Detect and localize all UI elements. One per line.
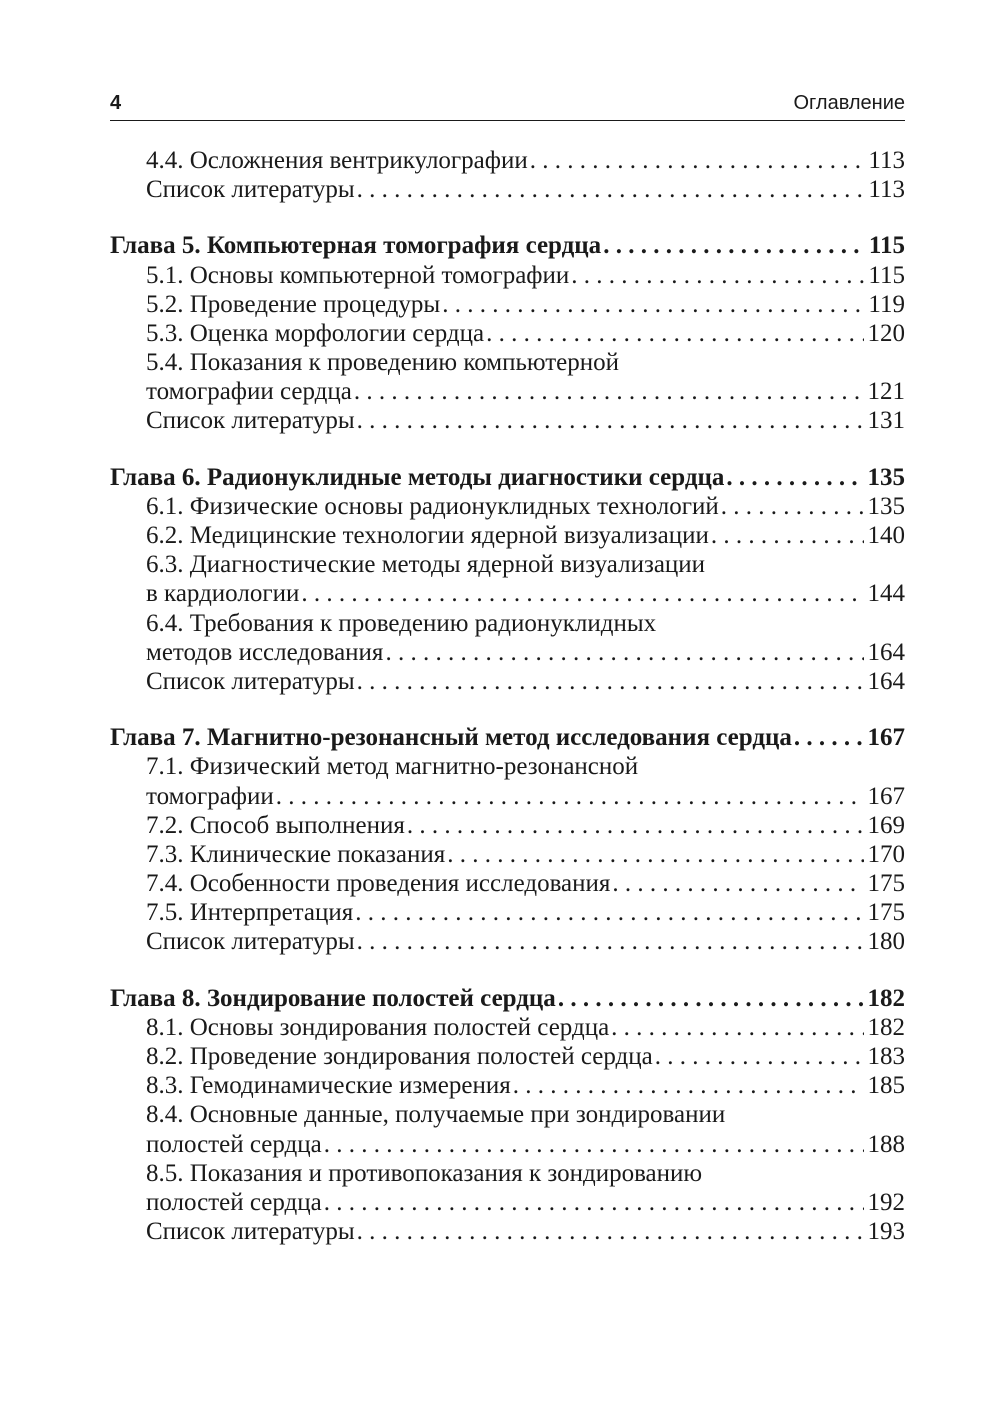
toc-entry-line[interactable]: 7.1. Физический метод магнитно-резонансной: [146, 753, 639, 781]
toc-entry[interactable]: полостей сердца . . . 188: [110, 1130, 905, 1159]
toc-entry[interactable]: томографии сердца . . . 121: [110, 377, 905, 406]
toc-entry[interactable]: 8.3. Гемодинамические измерения . . . 185: [110, 1071, 905, 1100]
toc-entry-line[interactable]: 5.4. Показания к проведению компьютерной: [146, 349, 619, 377]
toc-entry[interactable]: 5.2. Проведение процедуры . . . 119: [110, 290, 905, 319]
toc-entry[interactable]: 6.2. Медицинские технологии ядерной визуализации . . . 140: [110, 521, 905, 550]
toc-entry[interactable]: 7.3. Клинические показания . . . 170: [110, 840, 905, 869]
toc-chapter-6[interactable]: Глава 6. Радионуклидные методы диагностики сердца . . . 135: [110, 463, 905, 492]
toc-entry[interactable]: Список литературы . . . 193: [110, 1217, 905, 1246]
section-title: Оглавление: [793, 92, 905, 114]
toc-entry[interactable]: 5.3. Оценка морфологии сердца . . . 120: [110, 319, 905, 348]
toc-chapter-5[interactable]: Глава 5. Компьютерная томография сердца . . . 115: [110, 231, 905, 260]
toc-entry[interactable]: 4.4. Осложнения вентрикулографии . . . 113: [110, 146, 905, 175]
running-head: [110, 90, 905, 121]
toc-entry[interactable]: 6.1. Физические основы радионуклидных технологий . . . 135: [110, 492, 905, 521]
toc-entry[interactable]: Список литературы . . . 131: [110, 407, 905, 436]
toc-entry[interactable]: Список литературы . . . 180: [110, 928, 905, 957]
toc-entry-line[interactable]: 6.3. Диагностические методы ядерной визуализации: [146, 551, 706, 579]
toc-entry-line[interactable]: 6.4. Требования к проведению радионуклидных: [146, 609, 657, 637]
toc-entry[interactable]: Список литературы . . . 113: [110, 175, 905, 204]
toc-entry-line[interactable]: 8.5. Показания и противопоказания к зондированию: [146, 1159, 703, 1187]
toc-entry[interactable]: 7.2. Способ выполнения . . . 169: [110, 811, 905, 840]
toc-chapter-8[interactable]: Глава 8. Зондирование полостей сердца . . . 182: [110, 984, 905, 1013]
toc-entry[interactable]: томографии . . . 167: [110, 782, 905, 811]
toc-chapter-7[interactable]: Глава 7. Магнитно-резонансный метод исследования сердца . . . 167: [110, 723, 905, 752]
toc-entry[interactable]: 8.2. Проведение зондирования полостей сердца . . . 183: [110, 1042, 905, 1071]
toc-entry[interactable]: 5.1. Основы компьютерной томографии . . . 115: [110, 261, 905, 290]
toc-entry[interactable]: в кардиологии . . . 144: [110, 579, 905, 608]
page-number: 4: [110, 92, 122, 114]
toc-entry[interactable]: 7.5. Интерпретация . . . 175: [110, 898, 905, 927]
toc-entry[interactable]: Список литературы . . . 164: [110, 667, 905, 696]
toc-entry[interactable]: 7.4. Особенности проведения исследования . . . 175: [110, 869, 905, 898]
toc-entry[interactable]: методов исследования . . . 164: [110, 638, 905, 667]
toc-entry[interactable]: 8.1. Основы зондирования полостей сердца . . . 182: [110, 1013, 905, 1042]
toc-entry-line[interactable]: 8.4. Основные данные, получаемые при зондировании: [146, 1101, 726, 1129]
table-of-contents: [110, 146, 905, 1246]
toc-entry[interactable]: полостей сердца . . . 192: [110, 1188, 905, 1217]
